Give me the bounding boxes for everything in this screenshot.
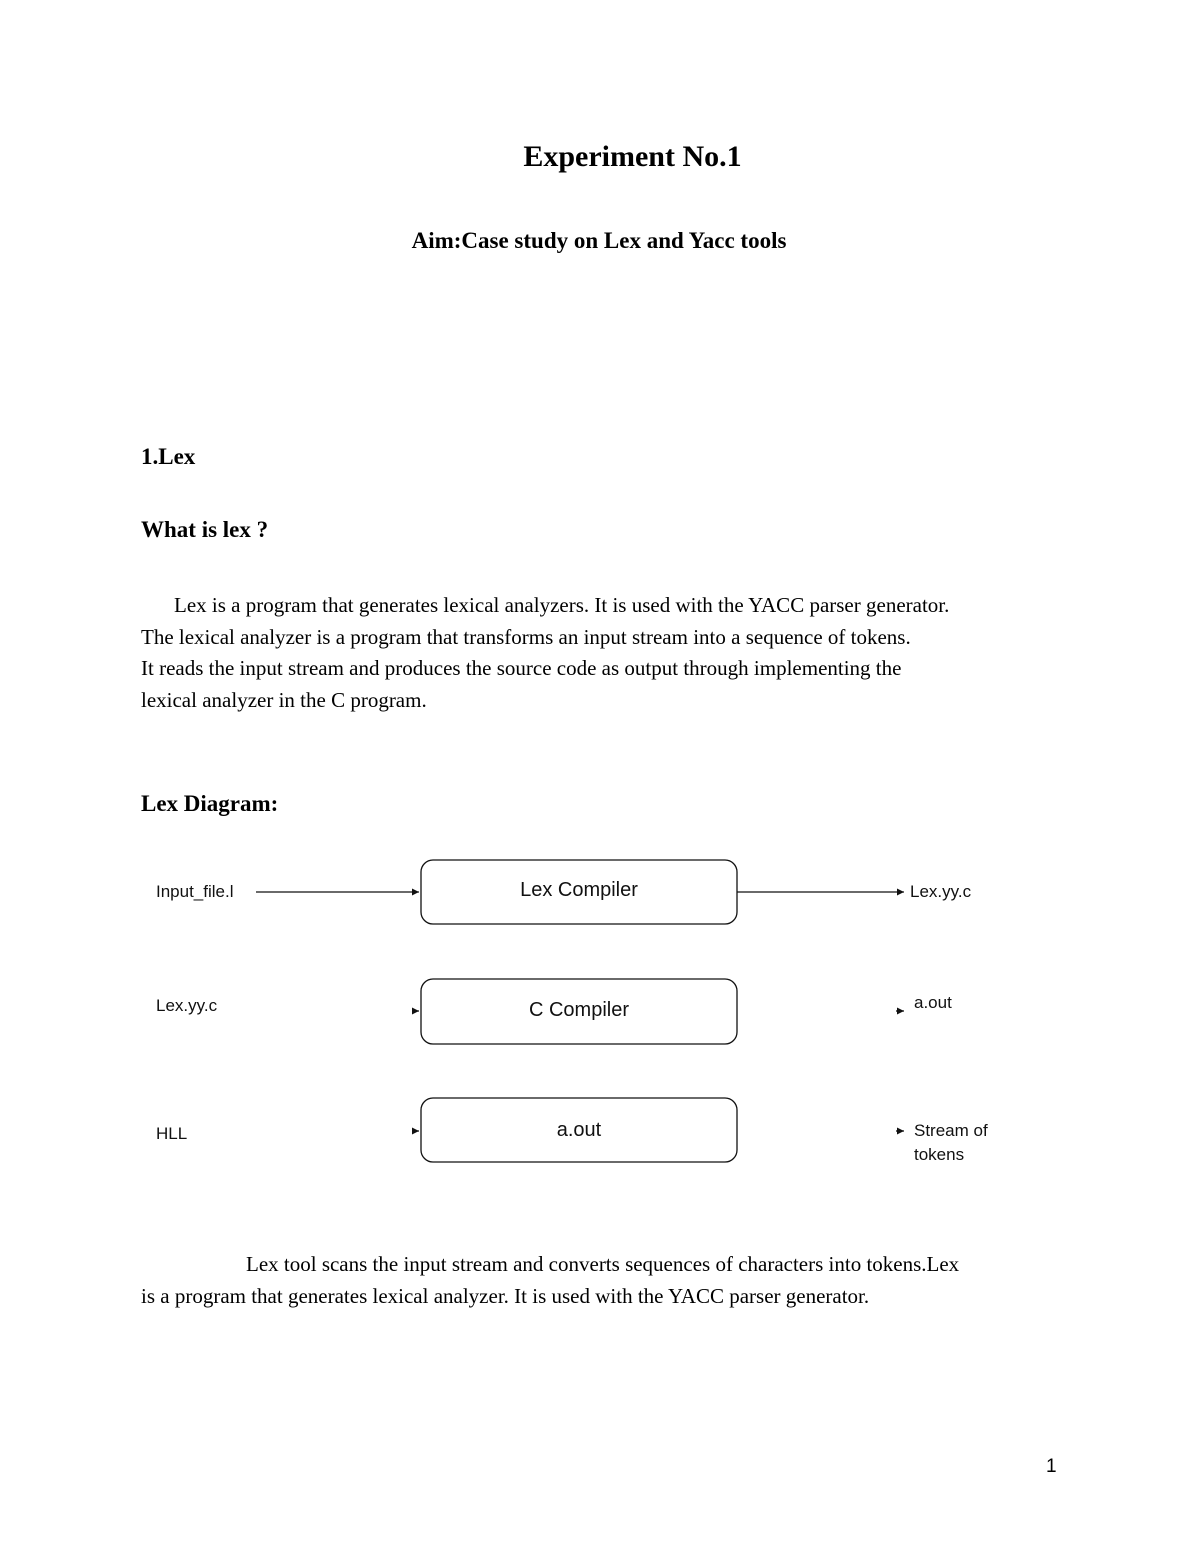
- page-number: 1: [1046, 1456, 1057, 1477]
- intro-line-4: lexical analyzer in the C program.: [141, 687, 427, 712]
- intro-line-2: The lexical analyzer is a program that transforms an input stream into a sequence of tokens.: [141, 624, 911, 649]
- intro-line-1: Lex is a program that generates lexical analyzers. It is used with the YACC parser generator.: [174, 593, 950, 617]
- row1-input-label: Input_file.l: [156, 882, 234, 901]
- aim-heading: Aim:Case study on Lex and Yacc tools: [411, 228, 787, 253]
- row2-box-label: C Compiler: [528, 999, 630, 1021]
- lex-diagram: [150, 850, 1030, 1180]
- row3-input-label: HLL: [156, 1124, 188, 1143]
- closing-line-1: Lex tool scans the input stream and converts sequences of characters into tokens.Lex: [246, 1252, 960, 1276]
- row3-output-label-line-1: Stream of: [914, 1121, 988, 1140]
- row3-output-label-line-2: tokens: [914, 1145, 965, 1164]
- row3-box-label: a.out: [556, 1119, 602, 1141]
- closing-paragraph: [141, 1249, 1071, 1312]
- row1-output-label: Lex.yy.c: [910, 882, 972, 901]
- row2-output-label: a.out: [914, 993, 952, 1012]
- diagram-heading: Lex Diagram:: [141, 791, 279, 816]
- row1-box-label: Lex Compiler: [520, 879, 638, 901]
- closing-line-2: is a program that generates lexical analyzer. It is used with the YACC parser generator.: [141, 1283, 870, 1308]
- question-heading: What is lex ?: [141, 517, 269, 542]
- intro-paragraph: [141, 590, 1071, 716]
- intro-line-3: It reads the input stream and produces the source code as output through implementing the: [141, 656, 902, 680]
- section-heading-lex: 1.Lex: [141, 444, 196, 469]
- row2-input-label: Lex.yy.c: [156, 996, 218, 1015]
- page-title: Experiment No.1: [523, 140, 742, 173]
